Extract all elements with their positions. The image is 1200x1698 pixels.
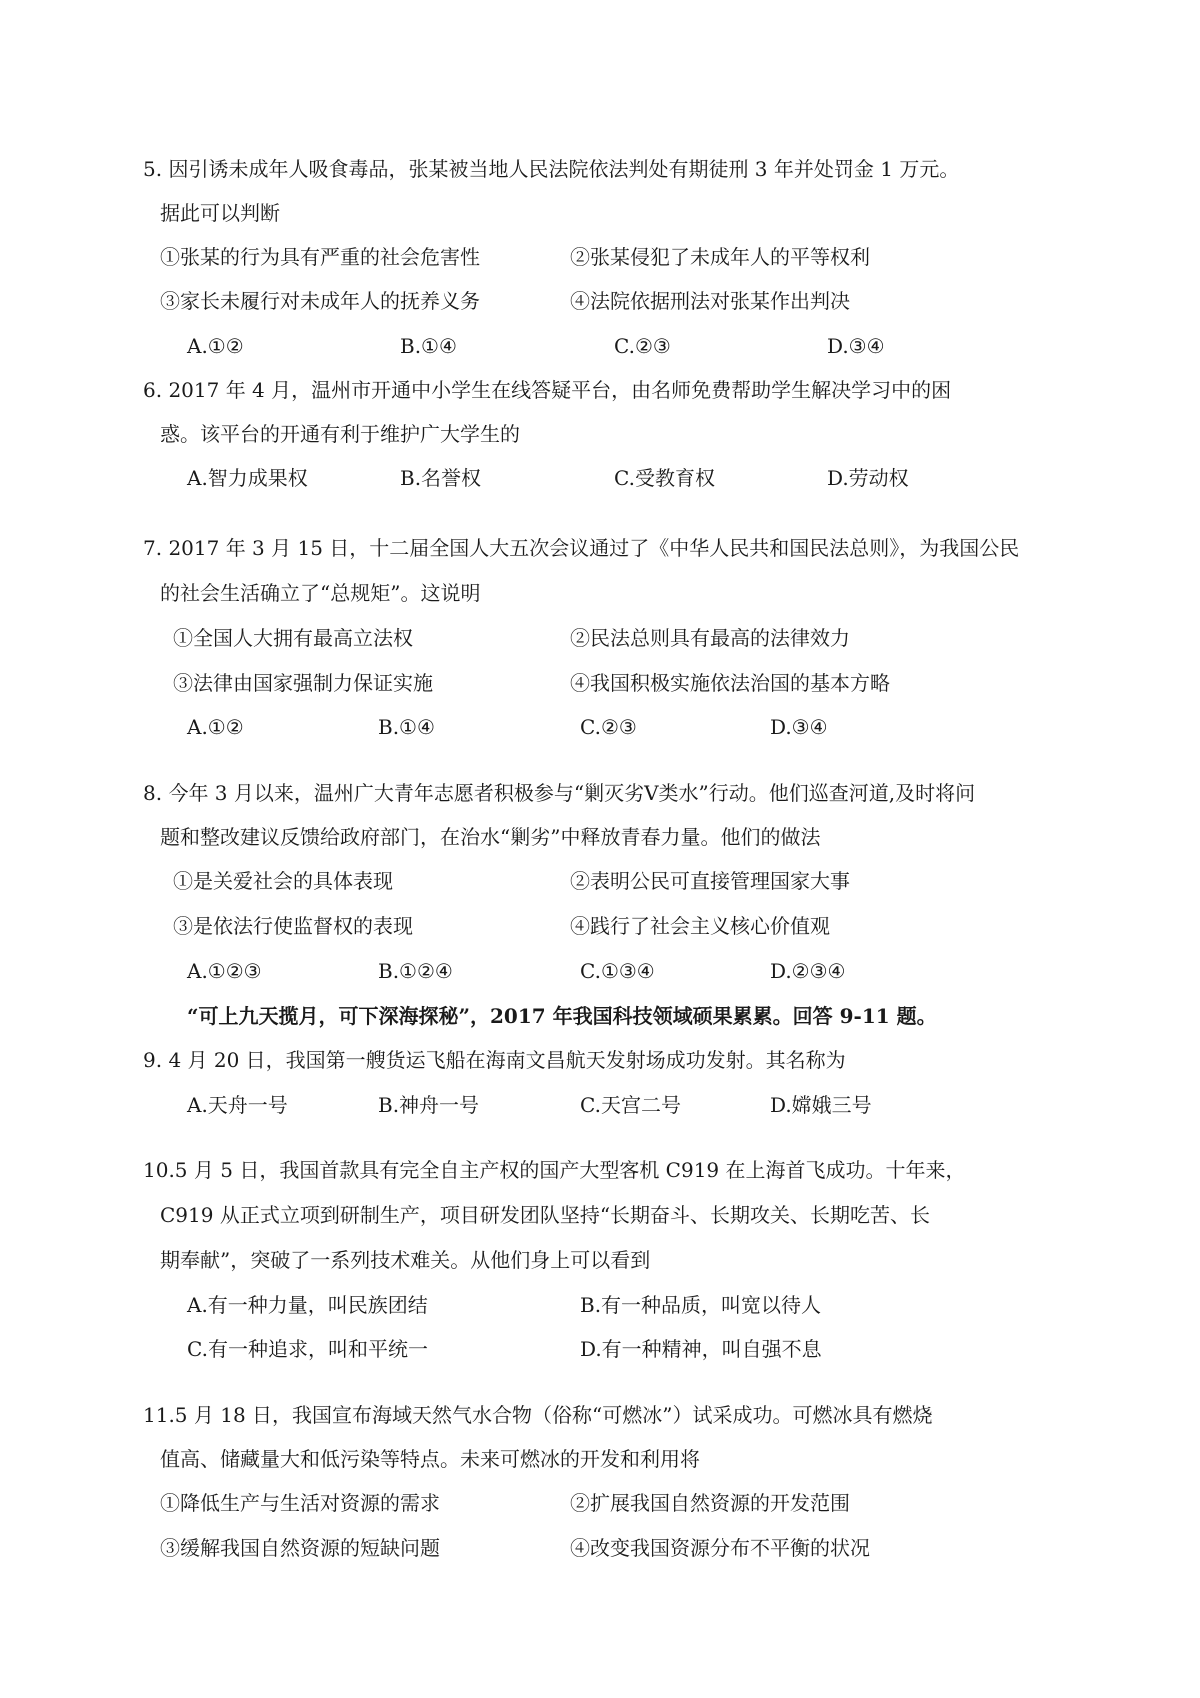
q9-stem-line1: 9. 4 月 20 日，我国第一艘货运飞船在海南文昌航天发射场成功发射。其名称为 <box>143 1048 846 1072</box>
q5-option-a: A.①② <box>187 334 244 358</box>
q11-stem-line1: 11.5 月 18 日，我国宣布海域天然气水合物（俗称“可燃冰”）试采成功。可燃冰具有燃烧 <box>143 1403 933 1427</box>
q5-statement-4: ④法院依据刑法对张某作出判决 <box>570 289 850 313</box>
q7-statement-3: ③法律由国家强制力保证实施 <box>173 671 433 695</box>
q5-stem-line1: 5. 因引诱未成年人吸食毒品，张某被当地人民法院依法判处有期徒刑 3 年并处罚金 1 万元。 <box>143 157 960 181</box>
q7-option-c: C.②③ <box>580 715 637 739</box>
q7-stem-line2: 的社会生活确立了“总规矩”。这说明 <box>160 581 481 605</box>
q7-option-a: A.①② <box>187 715 244 739</box>
q8-stem-line2: 题和整改建议反馈给政府部门，在治水“剿劣”中释放青春力量。他们的做法 <box>160 825 821 849</box>
q7-stem-line1: 7. 2017 年 3 月 15 日，十二届全国人大五次会议通过了《中华人民共和国民法总则》，为我国公民 <box>143 536 1020 560</box>
q5-statement-1: ①张某的行为具有严重的社会危害性 <box>160 245 480 269</box>
q11-statement-1: ①降低生产与生活对资源的需求 <box>160 1491 440 1515</box>
q8-option-c: C.①③④ <box>580 959 655 983</box>
q7-option-b: B.①④ <box>378 715 435 739</box>
q8-statement-3: ③是依法行使监督权的表现 <box>173 914 413 938</box>
q10-option-b: B.有一种品质，叫宽以待人 <box>580 1293 822 1317</box>
q8-option-b: B.①②④ <box>378 959 453 983</box>
q9-option-a: A.天舟一号 <box>187 1093 288 1117</box>
q10-option-c: C.有一种追求，叫和平统一 <box>187 1337 428 1361</box>
q5-option-b: B.①④ <box>400 334 457 358</box>
q11-statement-4: ④改变我国资源分布不平衡的状况 <box>570 1536 870 1560</box>
q6-stem-line1: 6. 2017 年 4 月，温州市开通中小学生在线答疑平台，由名师免费帮助学生解决学习中的困 <box>143 378 952 402</box>
section-intro: “可上九天揽月，可下深海探秘”，2017 年我国科技领域硕果累累。回答 9-11 题。 <box>187 1004 937 1028</box>
q10-option-a: A.有一种力量，叫民族团结 <box>187 1293 428 1317</box>
q6-option-a: A.智力成果权 <box>187 466 308 490</box>
q10-stem-line3: 期奉献”，突破了一系列技术难关。从他们身上可以看到 <box>160 1248 651 1272</box>
q5-statement-2: ②张某侵犯了未成年人的平等权利 <box>570 245 870 269</box>
q7-statement-1: ①全国人大拥有最高立法权 <box>173 626 413 650</box>
q6-option-d: D.劳动权 <box>827 466 909 490</box>
q11-stem-line2: 值高、储藏量大和低污染等特点。未来可燃冰的开发和利用将 <box>160 1447 700 1471</box>
q6-stem-line2: 惑。该平台的开通有利于维护广大学生的 <box>160 422 520 446</box>
q8-statement-2: ②表明公民可直接管理国家大事 <box>570 869 850 893</box>
q11-statement-2: ②扩展我国自然资源的开发范围 <box>570 1491 850 1515</box>
q10-stem-line2: C919 从正式立项到研制生产，项目研发团队坚持“长期奋斗、长期攻关、长期吃苦、长 <box>160 1203 931 1227</box>
q7-statement-4: ④我国积极实施依法治国的基本方略 <box>570 671 890 695</box>
q7-statement-2: ②民法总则具有最高的法律效力 <box>570 626 850 650</box>
q11-statement-3: ③缓解我国自然资源的短缺问题 <box>160 1536 440 1560</box>
q6-option-c: C.受教育权 <box>614 466 715 490</box>
q9-option-b: B.神舟一号 <box>378 1093 480 1117</box>
q8-statement-1: ①是关爱社会的具体表现 <box>173 869 393 893</box>
q8-stem-line1: 8. 今年 3 月以来，温州广大青年志愿者积极参与“剿灭劣Ⅴ类水”行动。他们巡查河道,及时将问 <box>143 781 976 805</box>
q5-stem-line2: 据此可以判断 <box>160 201 280 225</box>
q10-stem-line1: 10.5 月 5 日，我国首款具有完全自主产权的国产大型客机 C919 在上海首飞成功。十年来， <box>143 1158 966 1182</box>
q5-option-c: C.②③ <box>614 334 671 358</box>
q5-option-d: D.③④ <box>827 334 885 358</box>
q7-option-d: D.③④ <box>770 715 828 739</box>
q8-option-d: D.②③④ <box>770 959 846 983</box>
q8-option-a: A.①②③ <box>187 959 262 983</box>
q6-option-b: B.名誉权 <box>400 466 482 490</box>
q9-option-d: D.嫦娥三号 <box>770 1093 872 1117</box>
q9-option-c: C.天宫二号 <box>580 1093 681 1117</box>
q10-option-d: D.有一种精神，叫自强不息 <box>580 1337 822 1361</box>
q8-statement-4: ④践行了社会主义核心价值观 <box>570 914 830 938</box>
q5-statement-3: ③家长未履行对未成年人的抚养义务 <box>160 289 480 313</box>
